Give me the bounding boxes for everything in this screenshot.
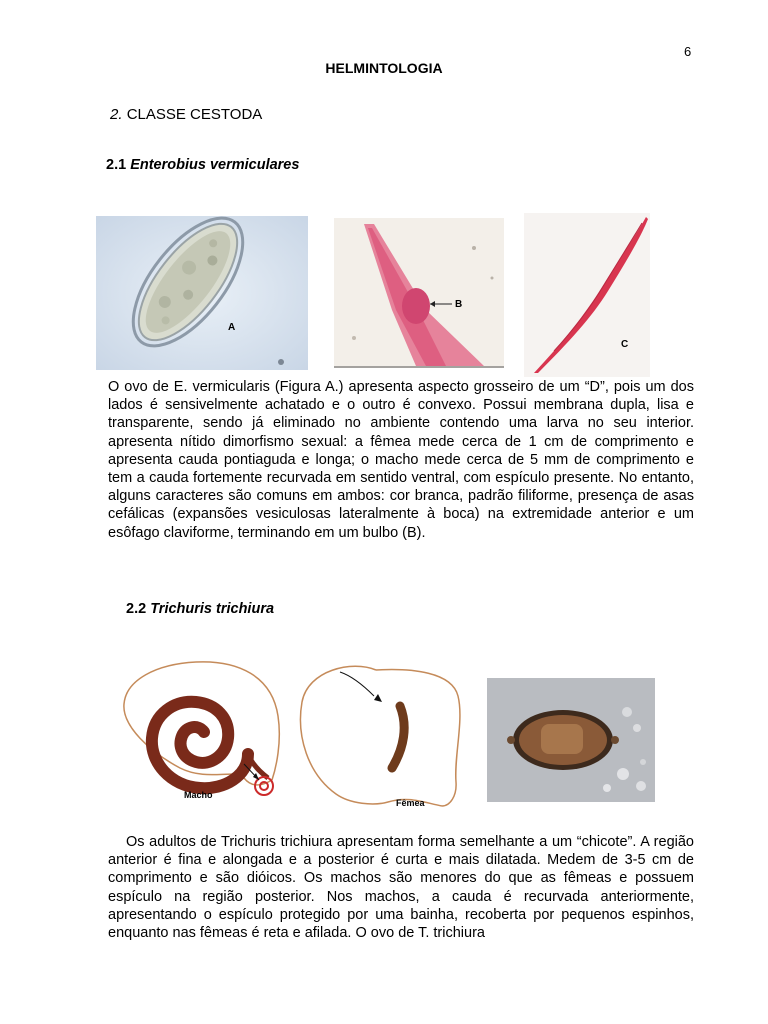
paragraph-enterobius: O ovo de E. vermicularis (Figura A.) apresenta aspecto grosseiro de um “D”, pois um dos lados é sensivelmente achatado e o outro é convexo. Possui membrana dupla, lisa e transparente, sendo já eliminado no ambiente contendo uma larva no seu interior. apresenta nítido dimorfismo sexual: a fêmea mede cerca de 1 cm de comprimento e apresenta cauda pontiaguda e longa; o macho mede cerca de 5 mm de comprimento e tem a cauda fortemente recurvada em sentido ventral, com espículo presente. No entanto, alguns caracteres são comuns em ambos: cor branca, padrão filiforme, presença de asas cefálicas (expansões vesiculosas lateralmente à boca) na extremidade anterior e um esôfago claviforme, terminando em um bulbo (B).	[108, 379, 694, 541]
document-title: HELMINTOLOGIA	[325, 60, 443, 76]
subsection-number: 2.1	[106, 157, 127, 173]
page-number: 6	[684, 44, 692, 59]
paragraph-trichuris: Os adultos de Trichuris trichiura apresentam forma semelhante a um “chicote”. A região anterior é fina e alongada e a posterior é curta e mais dilatada. Medem de 3-5 cm de comprimento e são dióicos. Os machos são menores do que as fêmeas e possuem espículo na região posterior. Nos machos, a cauda é recurvada anteriormente, apresentando o espículo protegido por uma bainha, recoberta por pequenos espinhos, enquanto nas fêmeas é reta e afilada. O ovo de T. trichiura	[108, 834, 694, 942]
section-heading	[110, 106, 262, 123]
figure-c-adult-worm-photo	[524, 213, 650, 377]
section-title-text: CLASSE CESTODA	[126, 106, 263, 123]
section-number: 2.	[110, 106, 123, 123]
subsection-number: 2.2	[126, 601, 147, 617]
figure-trichuris-adults	[112, 656, 472, 812]
figure-trichuris-egg-micrograph	[487, 678, 655, 802]
figure-male-label: Macho	[184, 790, 213, 800]
subsection-species-name: Enterobius vermiculares	[130, 157, 300, 173]
figure-female-label: Fêmea	[396, 798, 425, 808]
figure-a-egg-micrograph	[96, 216, 308, 370]
figure-a-label: A	[228, 322, 236, 333]
subsection-species-name: Trichuris trichiura	[150, 601, 275, 617]
subsection-heading-trichuris	[126, 601, 274, 617]
figure-b-anterior-end-micrograph	[334, 218, 504, 368]
figure-b-label: B	[455, 299, 463, 310]
figure-c-label: C	[621, 339, 629, 350]
subsection-heading-enterobius	[106, 157, 299, 173]
